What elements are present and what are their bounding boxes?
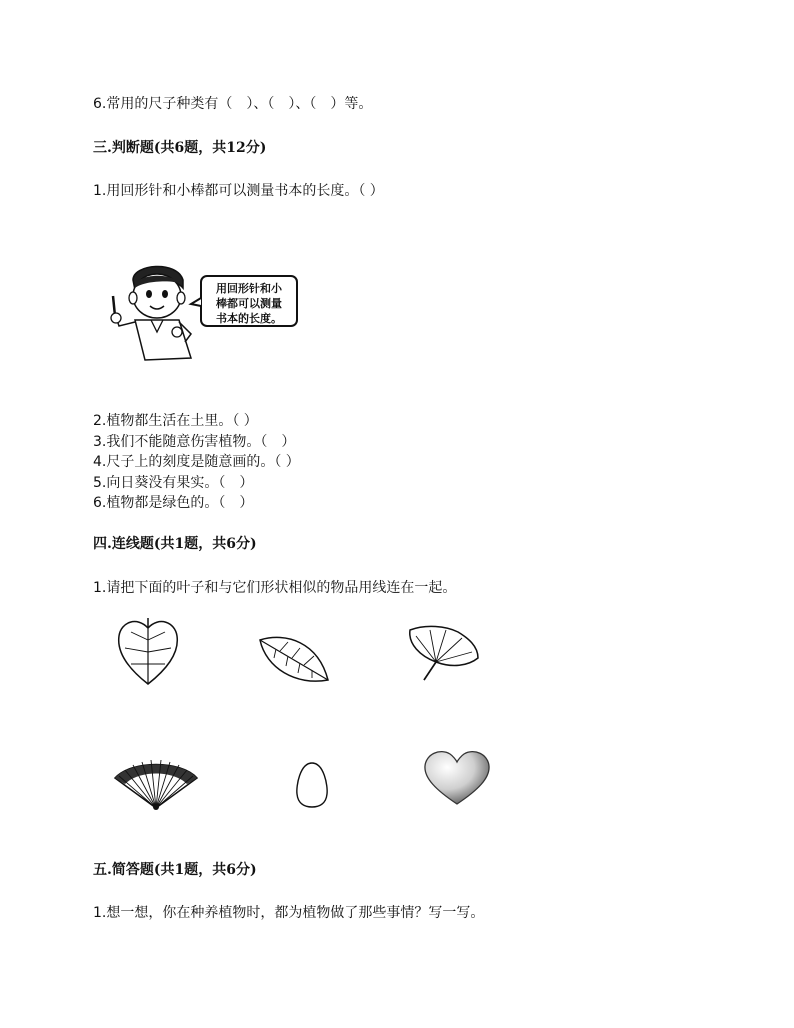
folding-fan-icon <box>111 754 201 812</box>
judge-question-1: 1.用回形针和小棒都可以测量书本的长度。（ ） <box>93 183 384 199</box>
bubble-line-1: 用回形针和小 <box>216 282 282 295</box>
judge-question-6: 6.植物都是绿色的。（ ） <box>93 495 254 511</box>
heart-shaped-leaf-icon <box>115 614 181 688</box>
match-question-1: 1.请把下面的叶子和与它们形状相似的物品用线连在一起。 <box>93 580 457 596</box>
oval-leaf-icon <box>256 632 332 688</box>
bubble-line-2: 棒都可以测量 <box>216 297 282 310</box>
boy-with-speech-bubble-illustration <box>105 258 305 368</box>
judge-question-3: 3.我们不能随意伤害植物。（ ） <box>93 434 296 450</box>
judge-question-2: 2.植物都生活在土里。（ ） <box>93 413 258 429</box>
ginkgo-leaf-icon <box>406 622 482 684</box>
section-3-heading: 三.判断题(共6题，共12分) <box>93 140 267 156</box>
egg-icon <box>294 760 330 810</box>
judge-question-5: 5.向日葵没有果实。（ ） <box>93 475 254 491</box>
bubble-line-3: 书本的长度。 <box>216 312 282 325</box>
question-6-rulers: 6.常用的尺子种类有（ ）、（ ）、（ ）等。 <box>93 96 373 112</box>
section-5-heading: 五.简答题(共1题，共6分) <box>93 862 257 878</box>
heart-icon <box>422 748 492 808</box>
section-4-heading: 四.连线题(共1题，共6分) <box>93 536 257 552</box>
judge-question-4: 4.尺子上的刻度是随意画的。（ ） <box>93 454 300 470</box>
short-answer-question-1: 1.想一想，你在种养植物时，都为植物做了那些事情？写一写。 <box>93 905 485 921</box>
